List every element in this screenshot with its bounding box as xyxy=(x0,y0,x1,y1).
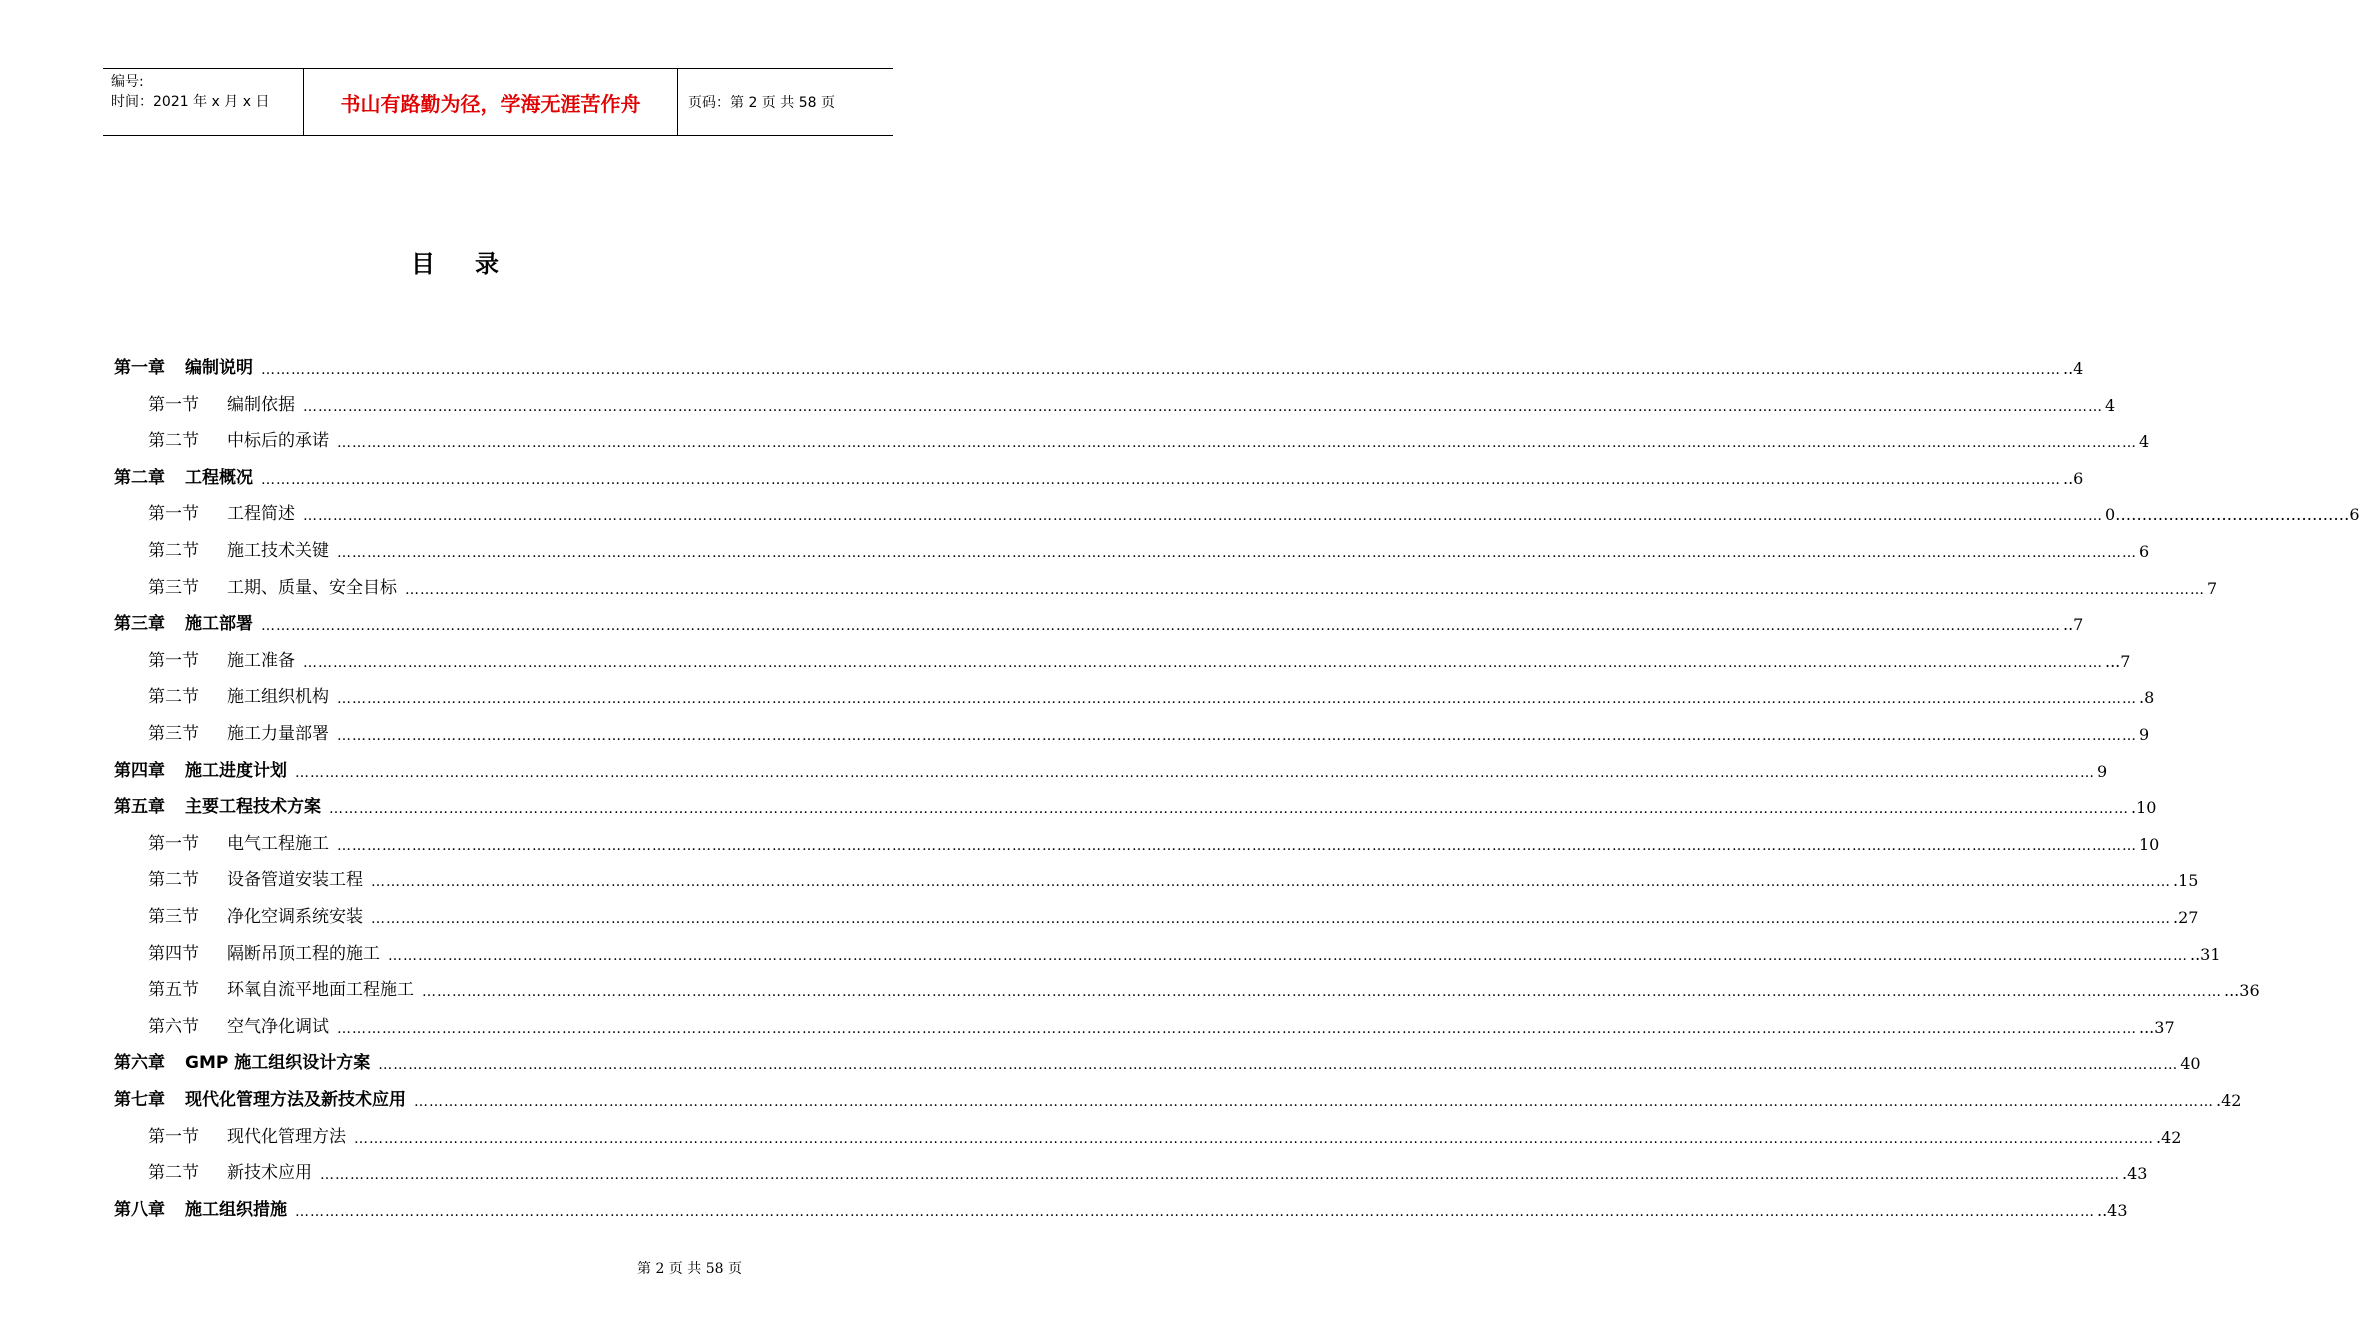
page-header xyxy=(103,68,893,136)
toc-entry[interactable] xyxy=(114,1080,2242,1110)
toc-entry-number: 第六章 xyxy=(114,1053,165,1074)
toc-entry-page: 4 xyxy=(2139,432,2150,452)
toc-leader-dots: ……………………………………………………………………………………………………………………………………………………………………………………………………………………………………………………………………………………………………………………………… xyxy=(261,362,2061,378)
toc-leader-dots: ……………………………………………………………………………………………………………………………………………………………………………………………………………………………………………………………………………………………………………………………… xyxy=(354,1130,2154,1147)
toc-leader-dots: ……………………………………………………………………………………………………………………………………………………………………………………………………………………………………………………………………………………………………………………………… xyxy=(337,435,2137,452)
toc-entry[interactable] xyxy=(148,897,2199,927)
toc-entry-number: 第二章 xyxy=(114,467,165,488)
toc-entry-title: 施工进度计划 xyxy=(185,760,287,781)
toc-entry-number: 第三节 xyxy=(148,907,199,927)
toc-entry-page: .43 xyxy=(2122,1164,2148,1184)
toc-entry-number: 第六节 xyxy=(148,1016,199,1037)
toc-entry-number: 第一节 xyxy=(148,394,199,415)
toc-entry-title: 工程简述 xyxy=(227,504,295,525)
toc-entry-title: 现代化管理方法 xyxy=(227,1126,346,1147)
toc-entry[interactable] xyxy=(148,421,2150,452)
toc-entry-number: 第一节 xyxy=(148,1126,199,1147)
toc-entry[interactable] xyxy=(114,751,2108,781)
toc-leader-dots: ……………………………………………………………………………………………………………………………………………………………………………………………………………………………………………………………………………………………………………………………… xyxy=(378,1057,2179,1074)
toc-entry[interactable] xyxy=(148,531,2150,561)
toc-leader-dots: ……………………………………………………………………………………………………………………………………………………………………………………………………………………………………………………………………………………………………………………………… xyxy=(295,764,2095,781)
toc-entry-number: 第五章 xyxy=(114,797,165,818)
document-date: 时间：2021 年 x 月 x 日 xyxy=(111,94,270,110)
toc-entry-page: ..4 xyxy=(2063,359,2084,378)
toc-leader-dots: ……………………………………………………………………………………………………………………………………………………………………………………………………………………………………………………………………………………………………………………………… xyxy=(337,837,2137,854)
toc-entry-number: 第一节 xyxy=(148,504,199,525)
toc-leader-dots: ……………………………………………………………………………………………………………………………………………………………………………………………………………………………………………………………………………………………………………………………… xyxy=(422,984,2222,1001)
toc-entry-title: 施工技术关键 xyxy=(227,541,329,561)
toc-entry-page: ...36 xyxy=(2224,981,2260,1001)
toc-entry-page: 9 xyxy=(2139,725,2150,744)
toc-entry-page: ..6 xyxy=(2063,468,2084,488)
toc-entry-title: 新技术应用 xyxy=(227,1163,312,1184)
toc-entry-number: 第三节 xyxy=(148,577,199,598)
toc-leader-dots: ……………………………………………………………………………………………………………………………………………………………………………………………………………………………………………………………………………………………………………………………… xyxy=(303,508,2103,525)
toc-entry[interactable] xyxy=(114,458,2084,488)
toc-entry-number: 第八章 xyxy=(114,1199,165,1220)
toc-entry[interactable] xyxy=(148,824,2160,854)
toc-entry-title: 现代化管理方法及新技术应用 xyxy=(185,1090,406,1110)
page-footer: 第 2 页 共 58 页 xyxy=(637,1261,742,1277)
toc-entry-page: ..31 xyxy=(2190,944,2221,964)
toc-entry-title: 施工力量部署 xyxy=(227,724,329,744)
toc-entry[interactable] xyxy=(114,348,2084,378)
toc-entry-title: GMP 施工组织设计方案 xyxy=(185,1053,371,1074)
toc-leader-dots: ……………………………………………………………………………………………………………………………………………………………………………………………………………………………………………………………………………………………………………………………… xyxy=(303,398,2103,415)
toc-entry[interactable] xyxy=(114,1190,2128,1220)
toc-entry-number: 第三节 xyxy=(148,724,199,744)
toc-entry-number: 第二节 xyxy=(148,541,199,561)
toc-entry-title: 编制说明 xyxy=(185,358,253,378)
toc-entry[interactable] xyxy=(148,385,2116,415)
toc-entry-title: 施工部署 xyxy=(185,614,253,635)
toc-entry[interactable] xyxy=(148,677,2155,708)
toc-entry[interactable] xyxy=(114,604,2084,635)
toc-entry[interactable] xyxy=(148,1007,2175,1037)
document-number: 编号: xyxy=(111,74,144,90)
toc-leader-dots: ……………………………………………………………………………………………………………………………………………………………………………………………………………………………………………………………………………………………………………………………… xyxy=(337,691,2137,708)
toc-entry-page: 7 xyxy=(2207,578,2218,598)
toc-entry-page: .42 xyxy=(2156,1127,2182,1147)
toc-leader-dots: ……………………………………………………………………………………………………………………………………………………………………………………………………………………………………………………………………………………………………………………………… xyxy=(371,874,2171,891)
toc-entry-page: ..43 xyxy=(2097,1200,2128,1220)
toc-entry[interactable] xyxy=(148,1153,2148,1184)
toc-entry-number: 第二节 xyxy=(148,870,199,891)
toc-leader-dots: ……………………………………………………………………………………………………………………………………………………………………………………………………………………………………………………………………………………………………………………………… xyxy=(337,545,2137,561)
toc-entry[interactable] xyxy=(148,494,2360,525)
toc-entry-number: 第二节 xyxy=(148,1163,199,1184)
toc-entry[interactable] xyxy=(114,787,2157,818)
toc-entry-page: .10 xyxy=(2131,798,2157,818)
toc-entry-number: 第一节 xyxy=(148,833,199,854)
toc-entry[interactable] xyxy=(148,714,2150,744)
toc-entry-title: 设备管道安装工程 xyxy=(227,870,363,891)
header-page-info: 页码：第 2 页 共 58 页 xyxy=(688,95,835,111)
toc-leader-dots: ……………………………………………………………………………………………………………………………………………………………………………………………………………………………………………………………………………………………………………………………… xyxy=(295,1203,2095,1220)
toc-entry-number: 第四节 xyxy=(148,943,199,964)
toc-entry-page: 4 xyxy=(2105,395,2116,415)
toc-entry-page: 6 xyxy=(2139,542,2150,561)
toc-entry[interactable] xyxy=(148,970,2260,1001)
toc-entry-page: ...37 xyxy=(2139,1017,2175,1037)
toc-entry-page: .42 xyxy=(2216,1091,2242,1110)
toc-entry-title: 电气工程施工 xyxy=(227,833,329,854)
toc-entry[interactable] xyxy=(148,641,2131,671)
toc-entry-title: 施工组织措施 xyxy=(185,1199,287,1220)
toc-entry-page: 40 xyxy=(2180,1054,2201,1074)
toc-entry-number: 第一章 xyxy=(114,358,165,378)
toc-entry[interactable] xyxy=(114,1043,2201,1074)
toc-entry-number: 第三章 xyxy=(114,614,165,635)
header-slogan: 书山有路勤为径，学海无涯苦作舟 xyxy=(304,69,678,135)
toc-entry-page: .8 xyxy=(2139,688,2155,708)
toc-entry-title: 中标后的承诺 xyxy=(227,431,329,452)
toc-leader-dots: ……………………………………………………………………………………………………………………………………………………………………………………………………………………………………………………………………………………………………………………………… xyxy=(261,618,2061,635)
toc-entry-page: ..7 xyxy=(2063,615,2084,635)
toc-entry-page: 9 xyxy=(2097,761,2108,781)
toc-entry[interactable] xyxy=(148,568,2218,598)
toc-entry-page: 10 xyxy=(2139,834,2160,854)
toc-leader-dots: ……………………………………………………………………………………………………………………………………………………………………………………………………………………………………………………………………………………………………………………………… xyxy=(388,947,2188,964)
toc-entry-title: 隔断吊顶工程的施工 xyxy=(227,943,380,964)
toc-leader-dots: ……………………………………………………………………………………………………………………………………………………………………………………………………………………………………………………………………………………………………………………………… xyxy=(337,728,2137,744)
toc-leader-dots: ……………………………………………………………………………………………………………………………………………………………………………………………………………………………………………………………………………………………………………………………… xyxy=(320,1167,2120,1184)
toc-entry[interactable] xyxy=(148,934,2221,964)
toc-entry-page: .27 xyxy=(2173,908,2199,927)
toc-entry-title: 净化空调系统安装 xyxy=(227,907,363,927)
toc-entry-number: 第一节 xyxy=(148,650,199,671)
toc-entry-number: 第七章 xyxy=(114,1090,165,1110)
toc-entry-number: 第五节 xyxy=(148,980,199,1001)
toc-entry[interactable] xyxy=(148,1117,2182,1147)
toc-entry-page: .15 xyxy=(2173,871,2199,891)
toc-leader-dots: ……………………………………………………………………………………………………………………………………………………………………………………………………………………………………………………………………………………………………………………………… xyxy=(414,1094,2214,1110)
toc-leader-dots: ……………………………………………………………………………………………………………………………………………………………………………………………………………………………………………………………………………………………………………………………… xyxy=(337,1020,2137,1037)
toc-leader-dots: ……………………………………………………………………………………………………………………………………………………………………………………………………………………………………………………………………………………………………………………………… xyxy=(371,911,2171,927)
toc-entry-title: 工期、质量、安全目标 xyxy=(227,577,397,598)
toc-entry-title: 编制依据 xyxy=(227,394,295,415)
toc-leader-dots: ……………………………………………………………………………………………………………………………………………………………………………………………………………………………………………………………………………………………………………………………… xyxy=(303,654,2103,671)
toc-entry-title: 主要工程技术方案 xyxy=(185,797,321,818)
toc-entry-number: 第二节 xyxy=(148,687,199,708)
toc-entry-title: 施工组织机构 xyxy=(227,687,329,708)
toc-entry-title: 环氧自流平地面工程施工 xyxy=(227,980,414,1001)
toc-entry-number: 第四章 xyxy=(114,760,165,781)
toc-entry-number: 第二节 xyxy=(148,431,199,452)
toc-entry[interactable] xyxy=(148,860,2199,891)
toc-leader-dots: ……………………………………………………………………………………………………………………………………………………………………………………………………………………………………………………………………………………………………………………………… xyxy=(261,471,2061,488)
toc-entry-title: 工程概况 xyxy=(185,467,253,488)
toc-entry-title: 空气净化调试 xyxy=(227,1016,329,1037)
toc-leader-dots: ……………………………………………………………………………………………………………………………………………………………………………………………………………………………………………………………………………………………………………………………… xyxy=(329,801,2129,818)
header-meta xyxy=(103,69,304,135)
toc-entry-title: 施工准备 xyxy=(227,650,295,671)
page-title: 目录 xyxy=(411,250,539,278)
toc-leader-dots: ……………………………………………………………………………………………………………………………………………………………………………………………………………………………………………………………………………………………………………………………… xyxy=(405,581,2205,598)
toc-entry-page: 0…………..…………………………6 xyxy=(2105,505,2360,525)
toc-entry-page: ...7 xyxy=(2105,651,2131,671)
